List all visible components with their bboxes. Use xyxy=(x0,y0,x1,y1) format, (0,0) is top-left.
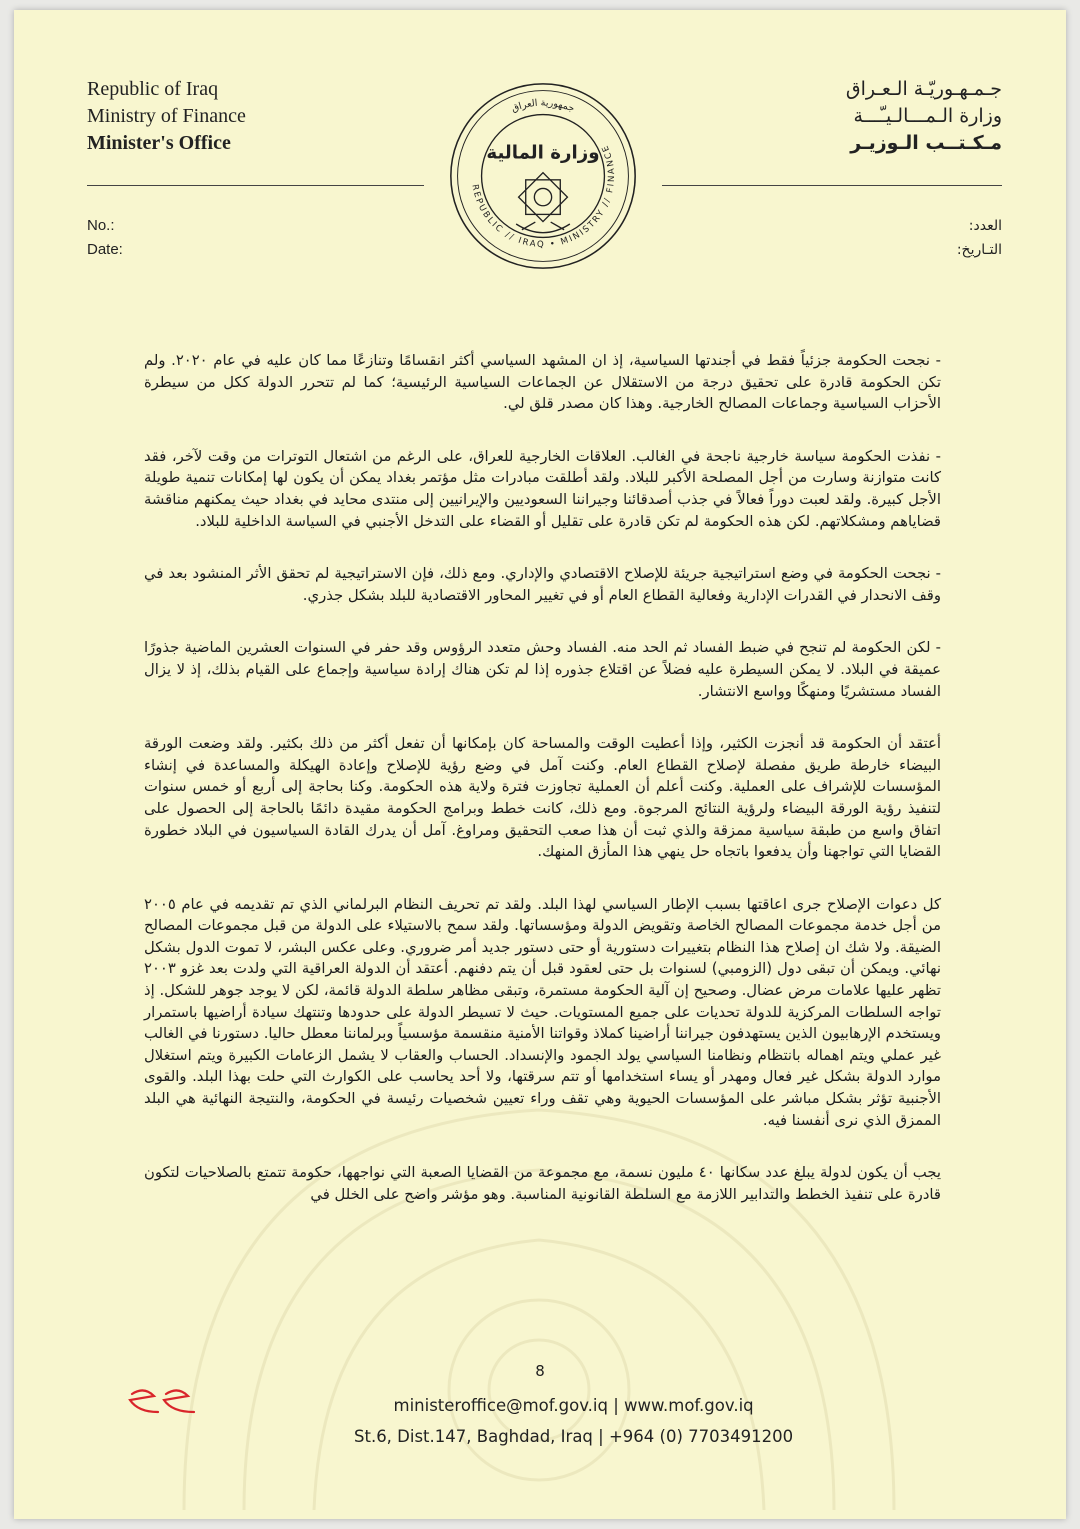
page-number: 8 xyxy=(535,1362,545,1380)
svg-text:REPUBLIC // IRAQ • MINISTRY //: REPUBLIC // IRAQ • MINISTRY // FINANCE xyxy=(469,142,618,251)
body-paragraph: كل دعوات الإصلاح جرى اعاقتها بسبب الإطار السياسي لهذا البلد. ولقد تم تحريف النظام البرلماني الذي تم تقديمه في عام ٢٠٠٥ من أجل خدمة مجموعات المصالح الخاصة وتقويض الدولة ومؤسساتها. ولقد سمح بالاستيلاء على الدولة من قبل مجموعات المصالح الضيقة. ولا شك ان إصلاح هذا النظام بتغييرات دستورية أو حتى دستور جديد أمر ضروري. وعلى عكس البشر، لا تموت الدول بشكل نهائي. ويمكن أن تبقى دول (الزومبي) لسنوات بل حتى لعقود قبل أن يتم دفنهم. أعتقد أن الدولة العراقية التي ولدت بعد غزو ٢٠٠٣ تظهر عليها علامات مرض عضال. وصحيح إن آلية الحكومة مستمرة، وتبقى مظاهر سلطة الدولة قائمة، لكن لا يوجد جوهر للشكل. إذ تواجه السلطات المركزية للدولة تحديات على جميع المستويات. حيث لا تسيطر الدولة على حدودها وتنتهك سيادة أراضيها باستمرار ويستخدم الإرهابيون الذين يستهدفون جيراننا أراضينا كملاذ وقواتنا الأمنية منقسمة مؤسسياً وبرلماننا معطل حاليا. دستورنا في الغالب غير عملي ويتم اهماله بانتظام ونظامنا السياسي يولد الجمود والإنسداد. الحساب والعقاب لا يشمل الزعامات الكبيرة ويتم استغلال موارد الدولة بشكل غير فعال ومهدر أو يساء استخدامها أو تتم سرقتها، ولا أحد يحاسب على الكوارث التي حلت بهذا البلد. والقوى الأجنبية تؤثر بشكل مباشر على المؤسسات الحيوية وهي تقف وراء تعيين شخصيات رئيسة في الحكومة، والنتيجة النهائية هي البلد الممزق الذي نرى أنفسنا فيه. xyxy=(144,895,941,1129)
handwritten-signature xyxy=(124,1382,204,1422)
header-divider-right xyxy=(662,185,1002,186)
office-name-ar: مـكـتــب الـوزيـر xyxy=(850,132,1002,154)
letter-page xyxy=(14,10,1066,1519)
body-paragraph: يجب أن يكون لدولة يبلغ عدد سكانها ٤٠ مليون نسمة، مع مجموعة من القضايا الصعبة التي نواجهها، حكومة تتمتع بالصلاحيات لتكون قادرة على تنفيذ الخطط والتدابير اللازمة مع السلطة القانونية المناسبة. وهو مؤشر واضح على الخلل في xyxy=(144,1164,941,1203)
date-label-ar: التـاريخ: xyxy=(956,242,1002,258)
body-paragraph: - نفذت الحكومة سياسة خارجية ناجحة في الغالب. العلاقات الخارجية للعراق، على الرغم من اشتعال التوترات من وقت لآخر، فقد كانت متوازنة وسارت من أجل المصلحة الأكبر للبلاد. ولقد أطلقت مبادرات مثل مؤتمر بغداد يمكن أن يكون لها إمكانات تنمية طويلة الأجل كبيرة. ولقد لعبت دوراً فعالاً في جذب أصدقائنا وجيراننا السعوديين والإيرانيين إلى منتدى محايد في بغداد حيث يمكنهم مناقشة قضاياهم ومشكلاتهم. لكن هذه الحكومة لم تكن قادرة على تقليل أو القضاء على التدخل الأجنبي في السياسة الداخلية للبلاد. xyxy=(144,447,941,530)
contact-address-phone: St.6, Dist.147, Baghdad, Iraq | +964 (0) 7703491200 xyxy=(354,1427,794,1446)
number-label-en: No.: xyxy=(87,217,115,234)
office-name-en: Minister's Office xyxy=(87,132,231,154)
body-paragraph: أعتقد أن الحكومة قد أنجزت الكثير، وإذا أعطيت الوقت والمساحة كان بإمكانها أن تفعل أكثر من ذلك بكثير. ولقد وضعت الورقة البيضاء خارطة طريق مفصلة لإصلاح القطاع العام. وكنت آمل في وضع رؤية للإصلاح وإعادة الهيكلة والمساعدة في إنشاء المؤسسات للإشراف على العملية. وكنت أعلم أن العملية تجاوزت فترة ولاية هذه الحكومة. وكنا بحاجة إلى أربع أو خمس سنوات لتنفيذ رؤية الورقة البيضاء ولرؤية النتائج المرجوة. ومع ذلك، كانت خطط وبرامج الحكومة مقيدة دائمًا بالحاجة إلى الحصول على اتفاق واسع من طبقة سياسية ممزقة والذي ثبت أن هذا صعب التحقيق ومراوغ. آمل أن يدرك القادة السياسيون في البلاد خطورة القضايا التي تواجهنا وأن يدفعوا باتجاه حل ينهي هذا المأزق المنهك. xyxy=(144,735,941,861)
svg-text:وزارة المالية: وزارة المالية xyxy=(486,142,600,164)
ministry-name-en: Ministry of Finance xyxy=(87,105,246,127)
reference-fields-en xyxy=(87,214,123,262)
svg-text:جمهورية العراق: جمهورية العراق xyxy=(510,97,577,115)
contact-email-website: ministeroffice@mof.gov.iq | www.mof.gov.iq xyxy=(393,1396,754,1415)
header-divider-left xyxy=(87,185,424,186)
body-paragraph: - نجحت الحكومة في وضع استراتيجية جريئة للإصلاح الاقتصادي والإداري. ومع ذلك، فإن الاستراتيجية لم تحقق الأثر المنشود بعد في وقف الانحدار في القدرات الإدارية وفعالية القطاع العام أو في تغيير المحاور الاقتصادية للبلد بشكل جذري. xyxy=(144,565,941,604)
ministry-name-ar: وزارة الـمـــالـيـّـــة xyxy=(853,105,1002,127)
number-label-ar: العدد: xyxy=(968,218,1002,234)
body-paragraph: - نجحت الحكومة جزئياً فقط في أجندتها السياسية، إذ ان المشهد السياسي أكثر انقسامًا وتنازعًا مما كان عليه في عام ٢٠٢٠. ولم تكن الحكومة قادرة على تحقيق درجة من الاستقلال عن الجماعات السياسية الرئيسية؛ كما لم تتحرر الدولة ككل من سيطرة الأحزاب السياسية وجماعات المصالح الخارجية. وهذا كان مصدر قلق لي. xyxy=(144,352,941,413)
ministry-seal-logo xyxy=(447,80,639,272)
date-label-en: Date: xyxy=(87,241,123,258)
country-name-ar: جـمـهـوريّـة الـعـراق xyxy=(845,78,1002,100)
body-paragraph: - لكن الحكومة لم تنجح في ضبط الفساد ثم الحد منه. الفساد وحش متعدد الرؤوس وقد حفر في السنوات العشرين الماضية جذورًا عميقة في البلاد. لا يمكن السيطرة عليه فضلاً عن اقتلاع جذوره إذا لم تكن هناك إرادة سياسية وإجماع على القيام بذلك، إذ لا يزال الفساد مستشريًا ومنهكًا وواسع الانتشار. xyxy=(144,639,941,700)
letter-body xyxy=(144,350,941,1236)
reference-fields-ar xyxy=(957,214,1002,262)
header-english xyxy=(87,76,246,157)
country-name-en: Republic of Iraq xyxy=(87,78,219,100)
header-arabic xyxy=(846,76,1002,157)
footer-contact xyxy=(354,1390,793,1452)
